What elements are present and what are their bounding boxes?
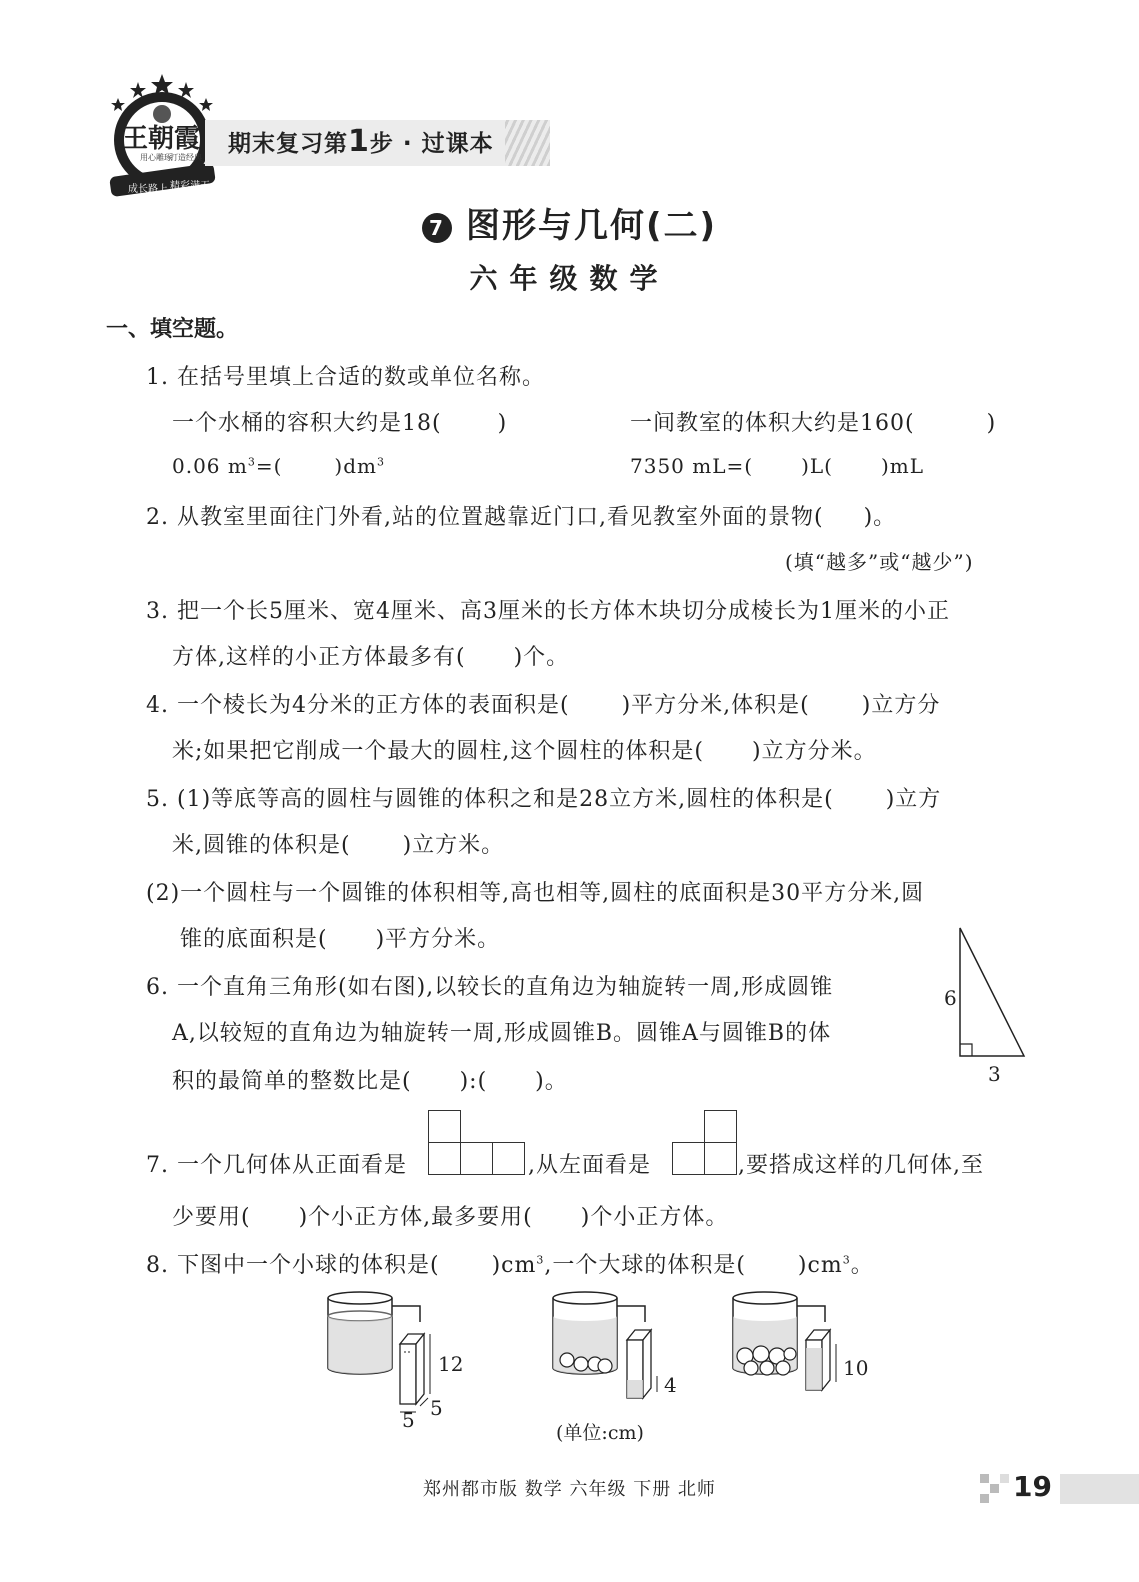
- unit-caption: (单位:cm): [556, 1422, 644, 1444]
- section-heading: 一、填空题。: [106, 317, 239, 342]
- prism-2-height-label: 4: [664, 1373, 677, 1397]
- logo-motto-2: 打造经典: [170, 153, 202, 162]
- q2-hint: (填“越多”或“越少”): [785, 550, 974, 574]
- q7-line-1-part-c: ,要搭成这样的几何体,至: [738, 1153, 984, 1178]
- q3-line-1: 3. 把一个长5厘米、宽4厘米、高3厘米的长方体木块切分成棱长为1厘米的小正: [146, 599, 950, 624]
- page-title: 7 图形与几何(二): [0, 198, 1139, 247]
- q5-part2-line-1: (2)一个圆柱与一个圆锥的体积相等,高也相等,圆柱的底面积是30平方分米,圆: [146, 881, 925, 906]
- triangle-base-label: 3: [988, 1062, 1001, 1086]
- q6-line-2: A,以较短的直角边为轴旋转一周,形成圆锥B。圆锥A与圆锥B的体: [172, 1021, 832, 1046]
- q7-line-2: 少要用( )个小正方体,最多要用( )个小正方体。: [172, 1205, 729, 1230]
- logo-ribbon-left: 成长路上: [128, 184, 168, 195]
- prism-1-width-label: 5: [402, 1408, 415, 1432]
- q7-line-1-part-a: 7. 一个几何体从正面看是: [146, 1153, 407, 1178]
- prism-1: [400, 1334, 424, 1404]
- header-banner-text: 期末复习第1步 · 过课本: [228, 124, 494, 159]
- q3-line-2: 方体,这样的小正方体最多有( )个。: [172, 645, 570, 670]
- q7-line-1-part-b: ,从左面看是: [528, 1153, 651, 1178]
- q1-item-a: 一个水桶的容积大约是18( ): [172, 411, 508, 436]
- q2-stem: 2. 从教室里面往门外看,站的位置越靠近门口,看见教室外面的景物( )。: [146, 505, 897, 530]
- q6-line-3: 积的最简单的整数比是( ):( )。: [172, 1069, 568, 1094]
- prism-1-depth-label: 5: [430, 1396, 443, 1420]
- beaker-figures: [320, 1288, 880, 1428]
- page-subtitle: 六年级数学: [469, 262, 670, 295]
- q5-part2-line-2: 锥的底面积是( )平方分米。: [180, 927, 501, 952]
- logo-name: 王朝霞: [122, 124, 201, 154]
- prism-3-height-label: 10: [843, 1356, 869, 1380]
- prism-1-height-label: 12: [438, 1352, 464, 1376]
- page-number-bar: [1060, 1474, 1139, 1504]
- footer-edition-text: 郑州都市版 数学 六年级 下册 北师: [423, 1479, 716, 1500]
- q4-line-2: 米;如果把它削成一个最大的圆柱,这个圆柱的体积是( )立方分米。: [172, 739, 877, 764]
- q1-stem: 1. 在括号里填上合适的数或单位名称。: [146, 365, 545, 390]
- q1-item-b: 一间教室的体积大约是160( ): [630, 411, 997, 436]
- front-view-figure: [428, 1110, 528, 1180]
- q1-item-c: 0.06 $m^3=$( )$dm^3$: [172, 454, 385, 478]
- q1-item-d: 7350 mL=( )L( )mL: [630, 454, 925, 478]
- q4-line-1: 4. 一个棱长为4分米的正方体的表面积是( )平方分米,体积是( )立方分: [146, 693, 941, 718]
- left-view-figure: [672, 1110, 740, 1180]
- unit-number-badge: 7: [422, 213, 452, 243]
- q8-stem: 8. 下图中一个小球的体积是( )$cm^3$,一个大球的体积是( )$cm^3$。: [146, 1253, 874, 1278]
- logo-ribbon-right: 精彩满天: [170, 181, 210, 192]
- logo-motto-1: 用心雕琢: [140, 153, 172, 162]
- q6-line-1: 6. 一个直角三角形(如右图),以较长的直角边为轴旋转一周,形成圆锥: [146, 975, 834, 1000]
- triangle-height-label: 6: [944, 986, 957, 1010]
- q5-part1-line-1: 5. (1)等底等高的圆柱与圆锥的体积之和是28立方米,圆柱的体积是( )立方: [146, 787, 942, 812]
- q5-part1-line-2: 米,圆锥的体积是( )立方米。: [172, 833, 505, 858]
- page-number: 19: [1013, 1470, 1052, 1503]
- page-corner-marks: [980, 1474, 1010, 1504]
